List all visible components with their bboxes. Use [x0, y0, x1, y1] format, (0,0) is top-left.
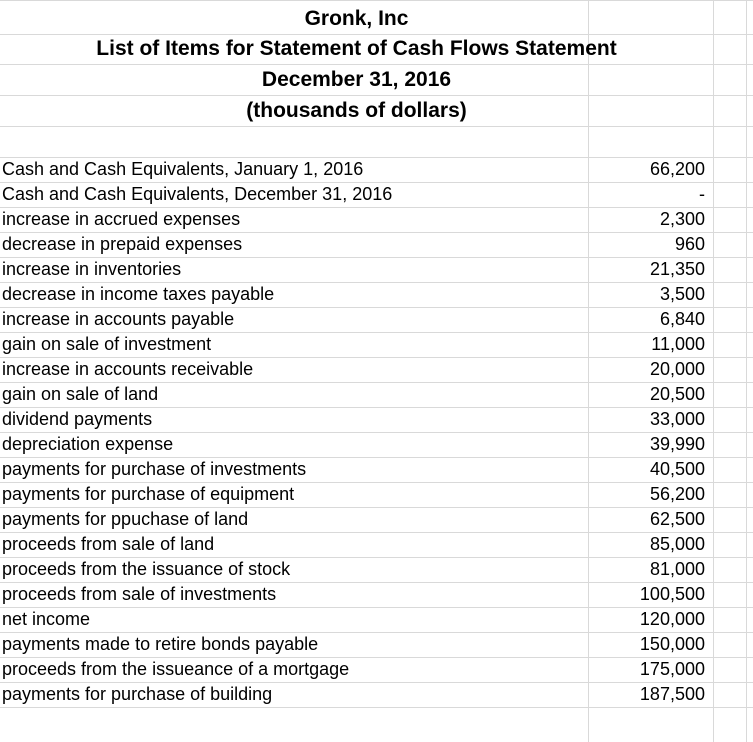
list-item	[0, 332, 713, 357]
item-label: payments for purchase of investments	[2, 459, 307, 479]
item-value: 2,300	[659, 209, 705, 229]
item-value: 62,500	[649, 509, 705, 529]
statement-date: December 31, 2016	[261, 68, 452, 91]
item-label: payments for purchase of building	[2, 684, 273, 704]
item-value: 40,500	[649, 459, 705, 479]
item-value: 187,500	[639, 684, 705, 704]
item-label: increase in accounts receivable	[2, 359, 254, 379]
list-item	[0, 357, 713, 382]
item-label: increase in inventories	[2, 259, 182, 279]
item-value: 85,000	[649, 534, 705, 554]
item-label: proceeds from sale of land	[2, 534, 215, 554]
item-label: payments for purchase of equipment	[2, 484, 295, 504]
list-item	[0, 657, 713, 682]
item-value: 21,350	[649, 259, 705, 279]
list-item	[0, 682, 713, 707]
item-value: -	[699, 184, 705, 204]
item-value: 120,000	[639, 609, 705, 629]
item-value: 175,000	[639, 659, 705, 679]
item-label: gain on sale of investment	[2, 334, 212, 354]
list-item	[0, 157, 713, 182]
item-label: depreciation expense	[2, 434, 174, 454]
item-label: payments for ppuchase of land	[2, 509, 249, 529]
gridline	[746, 0, 747, 742]
list-item	[0, 282, 713, 307]
gridline	[0, 126, 753, 127]
list-item	[0, 407, 713, 432]
list-item	[0, 182, 713, 207]
list-item	[0, 507, 713, 532]
list-item	[0, 582, 713, 607]
list-item	[0, 532, 713, 557]
list-item	[0, 557, 713, 582]
list-item	[0, 232, 713, 257]
item-label: proceeds from the issueance of a mortgage	[2, 659, 350, 679]
item-value: 20,500	[649, 384, 705, 404]
list-item	[0, 307, 713, 332]
item-value: 960	[674, 234, 705, 254]
item-value: 81,000	[649, 559, 705, 579]
list-item	[0, 632, 713, 657]
item-label: proceeds from sale of investments	[2, 584, 277, 604]
list-item	[0, 432, 713, 457]
item-label: decrease in income taxes payable	[2, 284, 275, 304]
item-label: increase in accounts payable	[2, 309, 235, 329]
list-item	[0, 207, 713, 232]
gridline	[0, 0, 753, 1]
company-title: Gronk, Inc	[304, 7, 409, 30]
item-value: 11,000	[651, 334, 705, 354]
item-label: Cash and Cash Equivalents, January 1, 2016	[2, 159, 364, 179]
item-value: 100,500	[639, 584, 705, 604]
item-label: decrease in prepaid expenses	[2, 234, 243, 254]
item-label: increase in accrued expenses	[2, 209, 241, 229]
list-item	[0, 457, 713, 482]
units-label: (thousands of dollars)	[246, 99, 467, 122]
gridline	[0, 707, 753, 708]
item-value: 150,000	[639, 634, 705, 654]
gridline	[713, 0, 714, 742]
item-value: 39,990	[649, 434, 705, 454]
item-label: proceeds from the issuance of stock	[2, 559, 291, 579]
item-label: net income	[2, 609, 91, 629]
item-value: 33,000	[649, 409, 705, 429]
item-value: 20,000	[649, 359, 705, 379]
list-item	[0, 257, 713, 282]
item-label: dividend payments	[2, 409, 153, 429]
item-value: 6,840	[659, 309, 705, 329]
list-item	[0, 382, 713, 407]
item-label: payments made to retire bonds payable	[2, 634, 319, 654]
item-value: 66,200	[649, 159, 705, 179]
item-label: Cash and Cash Equivalents, December 31, 2016	[2, 184, 393, 204]
list-item	[0, 482, 713, 507]
item-value: 3,500	[659, 284, 705, 304]
item-label: gain on sale of land	[2, 384, 159, 404]
statement-subtitle: List of Items for Statement of Cash Flows Statement	[96, 37, 617, 60]
list-item	[0, 607, 713, 632]
item-value: 56,200	[649, 484, 705, 504]
